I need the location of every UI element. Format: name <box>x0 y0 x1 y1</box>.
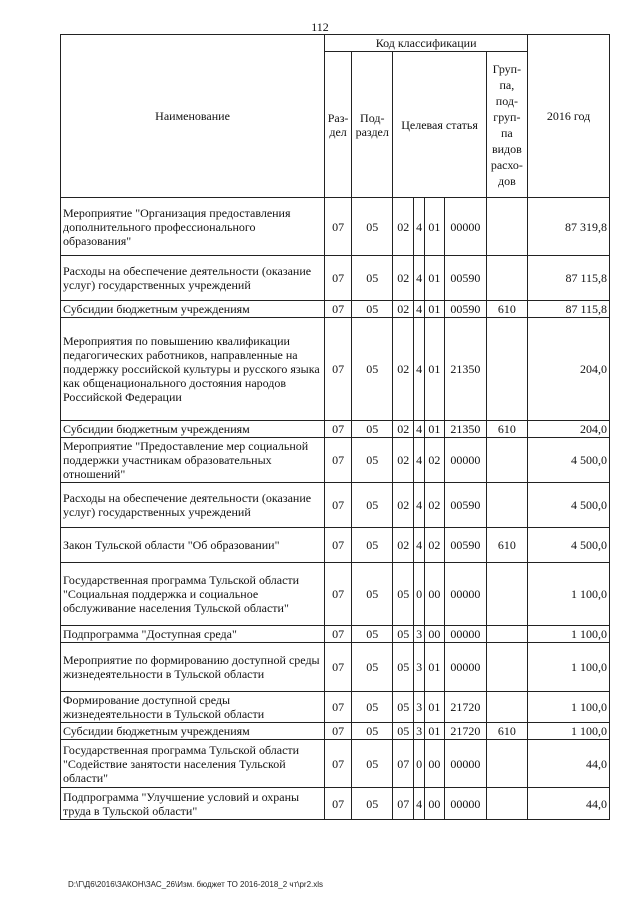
row-name: Мероприятие по формированию доступной среды жизнедеятельности в Тульской области <box>61 643 325 692</box>
row-target-subprogram: 0 <box>414 563 424 626</box>
row-razdel: 07 <box>325 301 352 318</box>
row-target-program: 05 <box>393 692 414 723</box>
row-name: Мероприятие "Организация предоставления дополнительного профессионального образования" <box>61 198 325 256</box>
row-target-subprogram: 4 <box>414 438 424 483</box>
row-podrazdel: 05 <box>352 740 393 788</box>
table-row <box>61 318 610 421</box>
row-target-program: 02 <box>393 301 414 318</box>
row-target-event: 01 <box>424 692 445 723</box>
row-target-program: 07 <box>393 740 414 788</box>
header-code-group: Код классификации <box>325 35 528 52</box>
row-target-program: 05 <box>393 563 414 626</box>
row-razdel: 07 <box>325 438 352 483</box>
row-razdel: 07 <box>325 643 352 692</box>
row-amount: 4 500,0 <box>528 528 610 563</box>
row-vid <box>486 563 527 626</box>
table-row <box>61 626 610 643</box>
row-name: Расходы на обеспечение деятельности (оказание услуг) государственных учреждений <box>61 256 325 301</box>
row-razdel: 07 <box>325 483 352 528</box>
row-vid: 610 <box>486 528 527 563</box>
row-target-subprogram: 3 <box>414 626 424 643</box>
row-razdel: 07 <box>325 788 352 820</box>
row-vid: 610 <box>486 301 527 318</box>
row-target-subprogram: 3 <box>414 692 424 723</box>
row-name: Расходы на обеспечение деятельности (оказание услуг) государственных учреждений <box>61 483 325 528</box>
row-razdel: 07 <box>325 528 352 563</box>
row-razdel: 07 <box>325 563 352 626</box>
row-podrazdel: 05 <box>352 421 393 438</box>
row-name: Мероприятия по повышению квалификации педагогических работников, направленные на поддержку российской культуры и русского языка как общенационального достояния народов Российской Федерации <box>61 318 325 421</box>
row-razdel: 07 <box>325 421 352 438</box>
row-target-direction: 00590 <box>445 256 486 301</box>
header-name: Наименование <box>61 35 325 198</box>
row-amount: 1 100,0 <box>528 723 610 740</box>
row-amount: 1 100,0 <box>528 643 610 692</box>
row-amount: 4 500,0 <box>528 438 610 483</box>
row-razdel: 07 <box>325 740 352 788</box>
table-row <box>61 740 610 788</box>
header-razdel: Раз- дел <box>325 52 352 198</box>
row-target-direction: 21350 <box>445 421 486 438</box>
table-row <box>61 563 610 626</box>
row-target-direction: 00000 <box>445 626 486 643</box>
row-target-subprogram: 0 <box>414 740 424 788</box>
row-vid <box>486 438 527 483</box>
row-amount: 1 100,0 <box>528 626 610 643</box>
row-target-direction: 00590 <box>445 528 486 563</box>
row-vid: 610 <box>486 723 527 740</box>
table-row <box>61 438 610 483</box>
row-podrazdel: 05 <box>352 788 393 820</box>
row-target-subprogram: 4 <box>414 301 424 318</box>
row-name: Закон Тульской области "Об образовании" <box>61 528 325 563</box>
row-target-direction: 00000 <box>445 643 486 692</box>
row-target-program: 02 <box>393 528 414 563</box>
row-podrazdel: 05 <box>352 563 393 626</box>
row-target-event: 01 <box>424 256 445 301</box>
row-target-direction: 21720 <box>445 723 486 740</box>
row-podrazdel: 05 <box>352 318 393 421</box>
table-row <box>61 483 610 528</box>
row-target-program: 02 <box>393 256 414 301</box>
row-amount: 204,0 <box>528 421 610 438</box>
row-target-direction: 00000 <box>445 788 486 820</box>
row-vid <box>486 626 527 643</box>
row-podrazdel: 05 <box>352 723 393 740</box>
row-name: Государственная программа Тульской области "Социальная поддержка и социальное обслуживание населения Тульской области" <box>61 563 325 626</box>
header-year: 2016 год <box>528 35 610 198</box>
file-path-footer: D:\Г\Д6\2016\ЗАКОН\ЗАС_26\Изм. бюджет ТО 2016-2018_2 чт\рr2.xls <box>68 880 324 889</box>
row-target-program: 07 <box>393 788 414 820</box>
table-row <box>61 421 610 438</box>
row-razdel: 07 <box>325 198 352 256</box>
row-target-program: 02 <box>393 318 414 421</box>
row-target-subprogram: 4 <box>414 198 424 256</box>
row-name: Субсидии бюджетным учреждениям <box>61 301 325 318</box>
row-target-event: 01 <box>424 198 445 256</box>
row-amount: 1 100,0 <box>528 692 610 723</box>
row-target-subprogram: 3 <box>414 643 424 692</box>
budget-table <box>60 34 610 820</box>
row-vid <box>486 483 527 528</box>
row-target-program: 05 <box>393 626 414 643</box>
row-target-subprogram: 4 <box>414 318 424 421</box>
row-target-event: 01 <box>424 643 445 692</box>
row-target-direction: 00590 <box>445 483 486 528</box>
row-target-subprogram: 3 <box>414 723 424 740</box>
row-target-direction: 00000 <box>445 438 486 483</box>
row-target-direction: 00000 <box>445 198 486 256</box>
header-target: Целевая статья <box>393 52 486 198</box>
row-name: Мероприятие "Предоставление мер социальной поддержки участникам образовательных отношений" <box>61 438 325 483</box>
row-podrazdel: 05 <box>352 643 393 692</box>
row-target-event: 00 <box>424 788 445 820</box>
row-podrazdel: 05 <box>352 692 393 723</box>
row-razdel: 07 <box>325 723 352 740</box>
page-number: 112 <box>311 20 329 34</box>
row-name: Подпрограмма "Доступная среда" <box>61 626 325 643</box>
row-target-program: 05 <box>393 723 414 740</box>
row-razdel: 07 <box>325 318 352 421</box>
row-target-direction: 00000 <box>445 563 486 626</box>
row-target-subprogram: 4 <box>414 528 424 563</box>
row-vid <box>486 318 527 421</box>
row-podrazdel: 05 <box>352 483 393 528</box>
row-name: Субсидии бюджетным учреждениям <box>61 723 325 740</box>
row-amount: 87 319,8 <box>528 198 610 256</box>
row-amount: 4 500,0 <box>528 483 610 528</box>
row-target-direction: 21720 <box>445 692 486 723</box>
row-amount: 204,0 <box>528 318 610 421</box>
row-target-subprogram: 4 <box>414 483 424 528</box>
row-podrazdel: 05 <box>352 256 393 301</box>
row-target-subprogram: 4 <box>414 788 424 820</box>
row-vid <box>486 788 527 820</box>
row-vid <box>486 643 527 692</box>
table-row <box>61 788 610 820</box>
row-target-program: 05 <box>393 643 414 692</box>
header-vid: Груп- па, под- груп- па видов расхо- дов <box>486 52 527 198</box>
row-target-event: 01 <box>424 421 445 438</box>
row-target-program: 02 <box>393 198 414 256</box>
row-target-event: 02 <box>424 528 445 563</box>
row-name: Субсидии бюджетным учреждениям <box>61 421 325 438</box>
row-target-event: 02 <box>424 438 445 483</box>
row-vid <box>486 256 527 301</box>
row-target-direction: 21350 <box>445 318 486 421</box>
row-target-subprogram: 4 <box>414 256 424 301</box>
row-target-subprogram: 4 <box>414 421 424 438</box>
row-amount: 87 115,8 <box>528 301 610 318</box>
row-target-program: 02 <box>393 483 414 528</box>
table-row <box>61 692 610 723</box>
row-vid <box>486 740 527 788</box>
row-vid <box>486 692 527 723</box>
row-target-event: 01 <box>424 318 445 421</box>
table-row <box>61 643 610 692</box>
row-target-event: 00 <box>424 626 445 643</box>
row-amount: 87 115,8 <box>528 256 610 301</box>
table-row <box>61 256 610 301</box>
row-amount: 44,0 <box>528 740 610 788</box>
table-row <box>61 301 610 318</box>
row-podrazdel: 05 <box>352 301 393 318</box>
row-razdel: 07 <box>325 256 352 301</box>
row-podrazdel: 05 <box>352 438 393 483</box>
table-row <box>61 723 610 740</box>
row-target-direction: 00000 <box>445 740 486 788</box>
row-target-event: 00 <box>424 740 445 788</box>
row-target-event: 02 <box>424 483 445 528</box>
row-razdel: 07 <box>325 692 352 723</box>
table-row <box>61 198 610 256</box>
row-target-event: 00 <box>424 563 445 626</box>
row-amount: 44,0 <box>528 788 610 820</box>
header-podrazdel: Под- раздел <box>352 52 393 198</box>
row-name: Государственная программа Тульской области "Содействие занятости населения Тульской области" <box>61 740 325 788</box>
row-podrazdel: 05 <box>352 198 393 256</box>
row-podrazdel: 05 <box>352 626 393 643</box>
row-target-event: 01 <box>424 301 445 318</box>
row-target-program: 02 <box>393 421 414 438</box>
row-vid: 610 <box>486 421 527 438</box>
row-podrazdel: 05 <box>352 528 393 563</box>
row-target-event: 01 <box>424 723 445 740</box>
row-target-program: 02 <box>393 438 414 483</box>
row-vid <box>486 198 527 256</box>
row-target-direction: 00590 <box>445 301 486 318</box>
row-razdel: 07 <box>325 626 352 643</box>
row-amount: 1 100,0 <box>528 563 610 626</box>
table-row <box>61 528 610 563</box>
row-name: Подпрограмма "Улучшение условий и охраны труда в Тульской области" <box>61 788 325 820</box>
row-name: Формирование доступной среды жизнедеятельности в Тульской области <box>61 692 325 723</box>
